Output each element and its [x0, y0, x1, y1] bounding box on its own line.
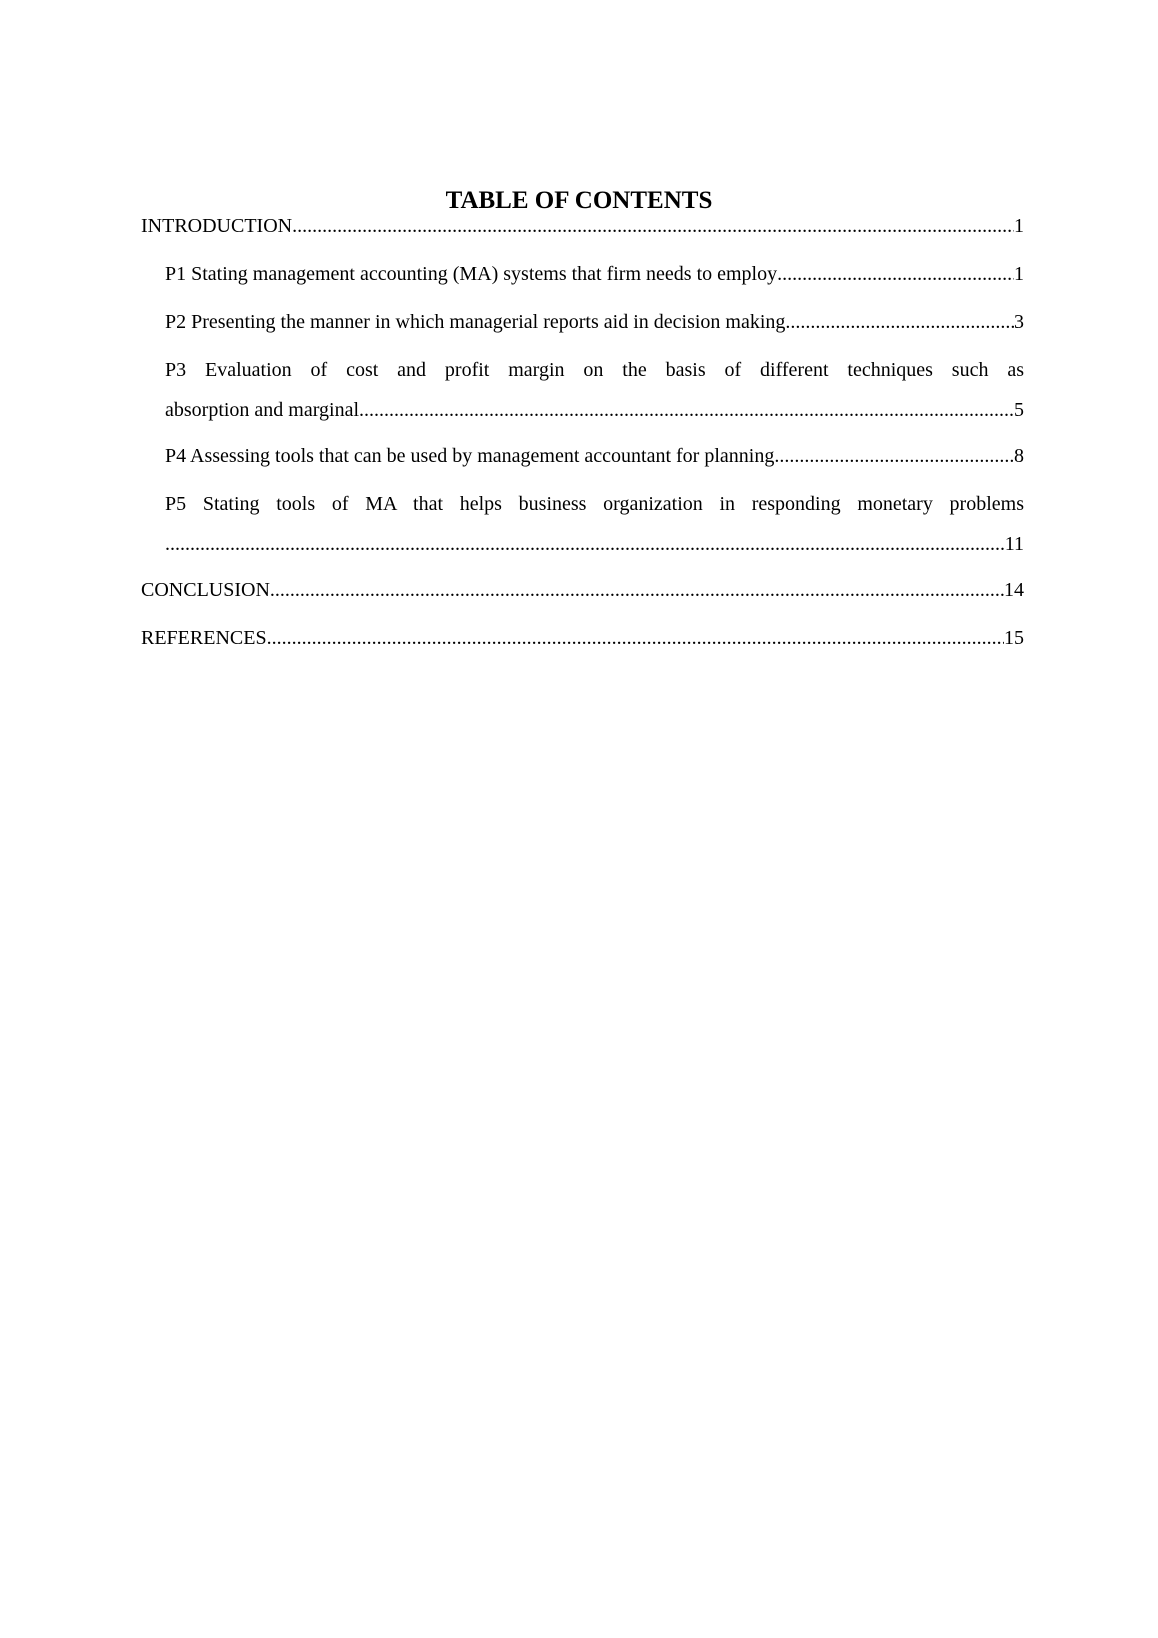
dot-leader: [774, 436, 1014, 476]
toc-entry-label: INTRODUCTION: [141, 215, 293, 237]
toc-page-number: 11: [1004, 533, 1024, 555]
toc-page-number: 1: [1014, 263, 1024, 285]
toc-entry-label: P2 Presenting the manner in which managerial reports aid in decision making: [165, 311, 786, 333]
dot-leader: [165, 524, 1005, 564]
dot-leader: [777, 254, 1014, 294]
dot-leader: [270, 570, 1004, 610]
toc-entry-p1[interactable]: [165, 254, 1024, 294]
toc-page-number: 3: [1014, 311, 1024, 333]
toc-title: TABLE OF CONTENTS: [445, 187, 713, 214]
dot-leader: [785, 302, 1014, 342]
toc-entry-label: CONCLUSION: [141, 579, 270, 601]
toc-page-number: 1: [1014, 215, 1024, 237]
toc-entry-label: P1 Stating management accounting (MA) systems that firm needs to employ: [165, 263, 778, 285]
toc-page-number: 8: [1014, 445, 1024, 467]
toc-entry-label: P4 Assessing tools that can be used by management accountant for planning: [165, 445, 775, 467]
toc-entry-label: REFERENCES: [141, 627, 267, 649]
toc-entry-references[interactable]: [141, 618, 1024, 658]
toc-entry-label: absorption and marginal: [165, 399, 360, 421]
dot-leader: [359, 390, 1014, 430]
toc-page-number: 5: [1014, 399, 1024, 421]
toc-entry-label-line1: P5 Stating tools of MA that helps business organization in responding monetary problems: [165, 493, 1024, 515]
toc-entry-label-line1: P3 Evaluation of cost and profit margin on the basis of different techniques such as: [165, 359, 1024, 381]
toc-entry-p4[interactable]: [165, 436, 1024, 476]
toc-entry-p3[interactable]: [165, 350, 1024, 430]
toc-page-number: 15: [1004, 627, 1024, 649]
toc-entry-conclusion[interactable]: [141, 570, 1024, 610]
toc-entry-introduction[interactable]: [141, 206, 1024, 246]
dot-leader: [267, 618, 1004, 658]
toc-entry-p5[interactable]: [165, 484, 1024, 564]
dot-leader: [292, 206, 1014, 246]
toc-entry-p2[interactable]: [165, 302, 1024, 342]
toc-page-number: 14: [1004, 579, 1024, 601]
